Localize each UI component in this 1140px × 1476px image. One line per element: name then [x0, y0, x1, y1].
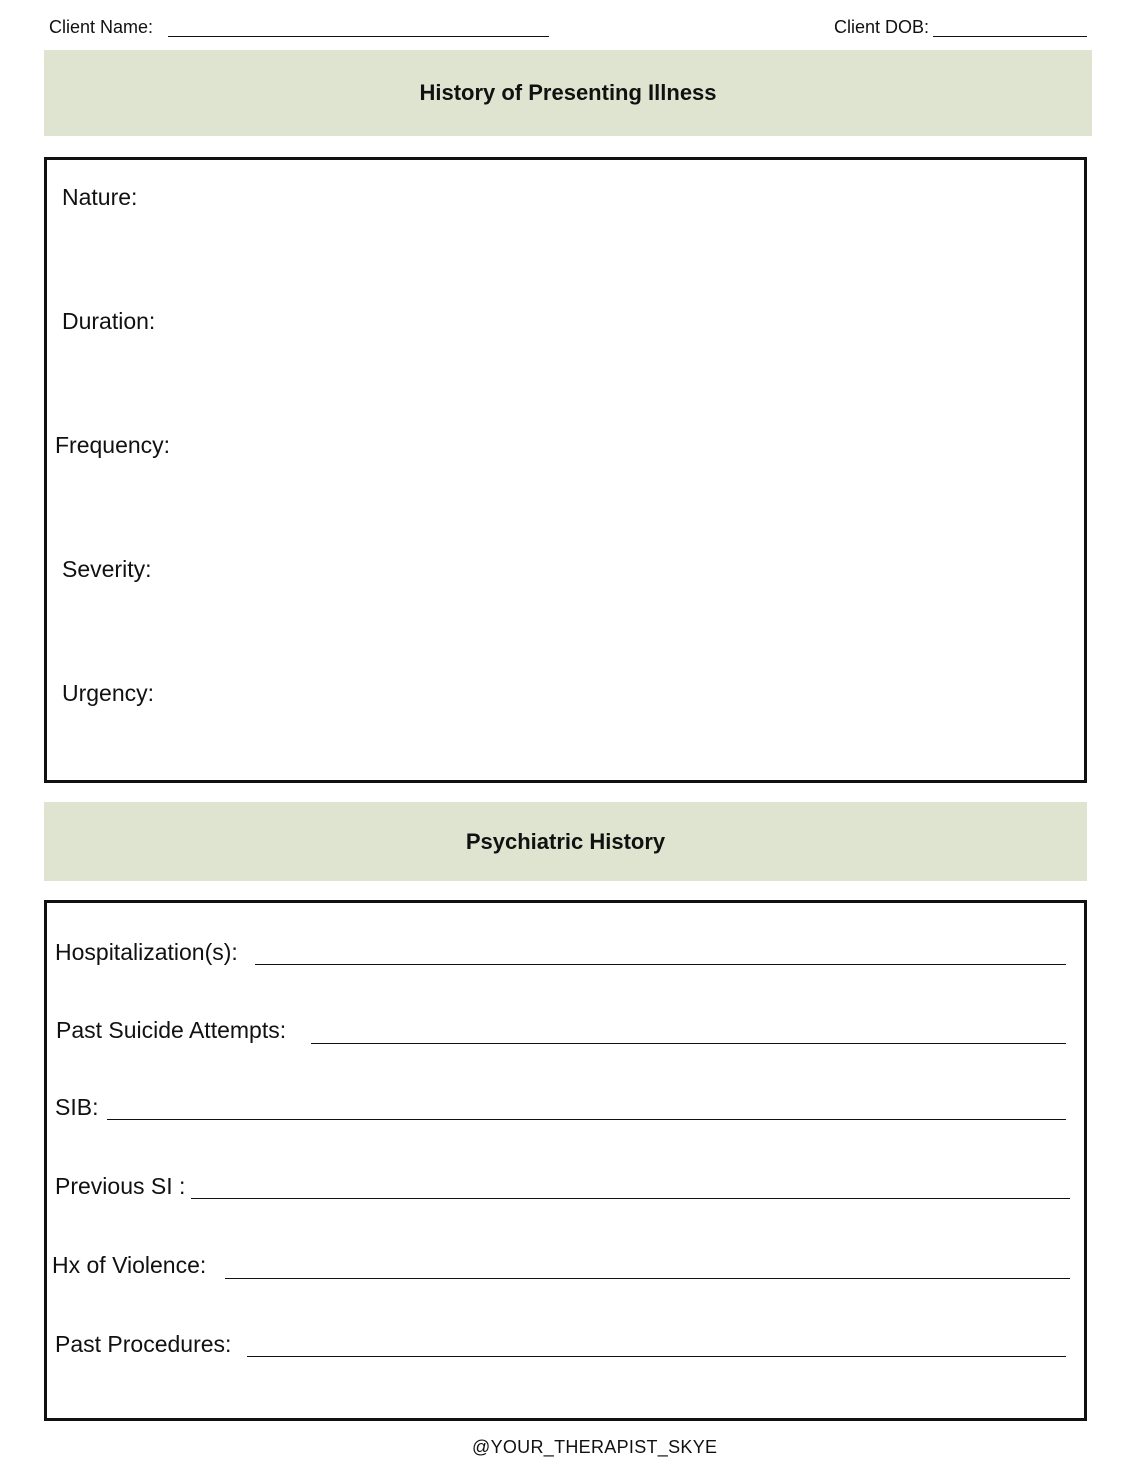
field-previous-si-label: Previous SI : — [55, 1173, 186, 1199]
field-previous-si-input[interactable] — [191, 1198, 1070, 1199]
field-nature-label: Nature: — [62, 184, 138, 210]
field-sib-input[interactable] — [107, 1119, 1066, 1120]
field-procedures-input[interactable] — [247, 1356, 1066, 1357]
field-duration-label: Duration: — [62, 308, 156, 334]
section-title-text: History of Presenting Illness — [419, 80, 717, 105]
field-procedures-label: Past Procedures: — [55, 1331, 232, 1357]
field-urgency-label: Urgency: — [62, 680, 155, 706]
client-dob-label: Client DOB: — [834, 17, 930, 37]
section-title-psychiatric-history — [44, 802, 1087, 881]
presenting-illness-box[interactable] — [44, 157, 1087, 783]
footer-handle: @YOUR_THERAPIST_SKYE — [472, 1437, 718, 1457]
client-name-label: Client Name: — [49, 17, 154, 37]
section-title-text: Psychiatric History — [465, 828, 666, 854]
field-violence-input[interactable] — [225, 1278, 1070, 1279]
section-title-presenting-illness — [44, 50, 1092, 136]
field-suicide-attempts-input[interactable] — [311, 1043, 1066, 1044]
field-suicide-attempts-label: Past Suicide Attempts: — [56, 1017, 287, 1043]
field-violence-label: Hx of Violence: — [52, 1252, 207, 1278]
field-hospitalization-label: Hospitalization(s): — [55, 939, 238, 965]
field-sib-label: SIB: — [55, 1094, 99, 1120]
field-hospitalization-input[interactable] — [255, 964, 1066, 965]
field-frequency-label: Frequency: — [55, 432, 171, 458]
psychiatric-history-box — [44, 900, 1087, 1421]
client-name-input[interactable] — [168, 36, 549, 37]
client-dob-input[interactable] — [933, 36, 1087, 37]
field-severity-label: Severity: — [62, 556, 152, 582]
